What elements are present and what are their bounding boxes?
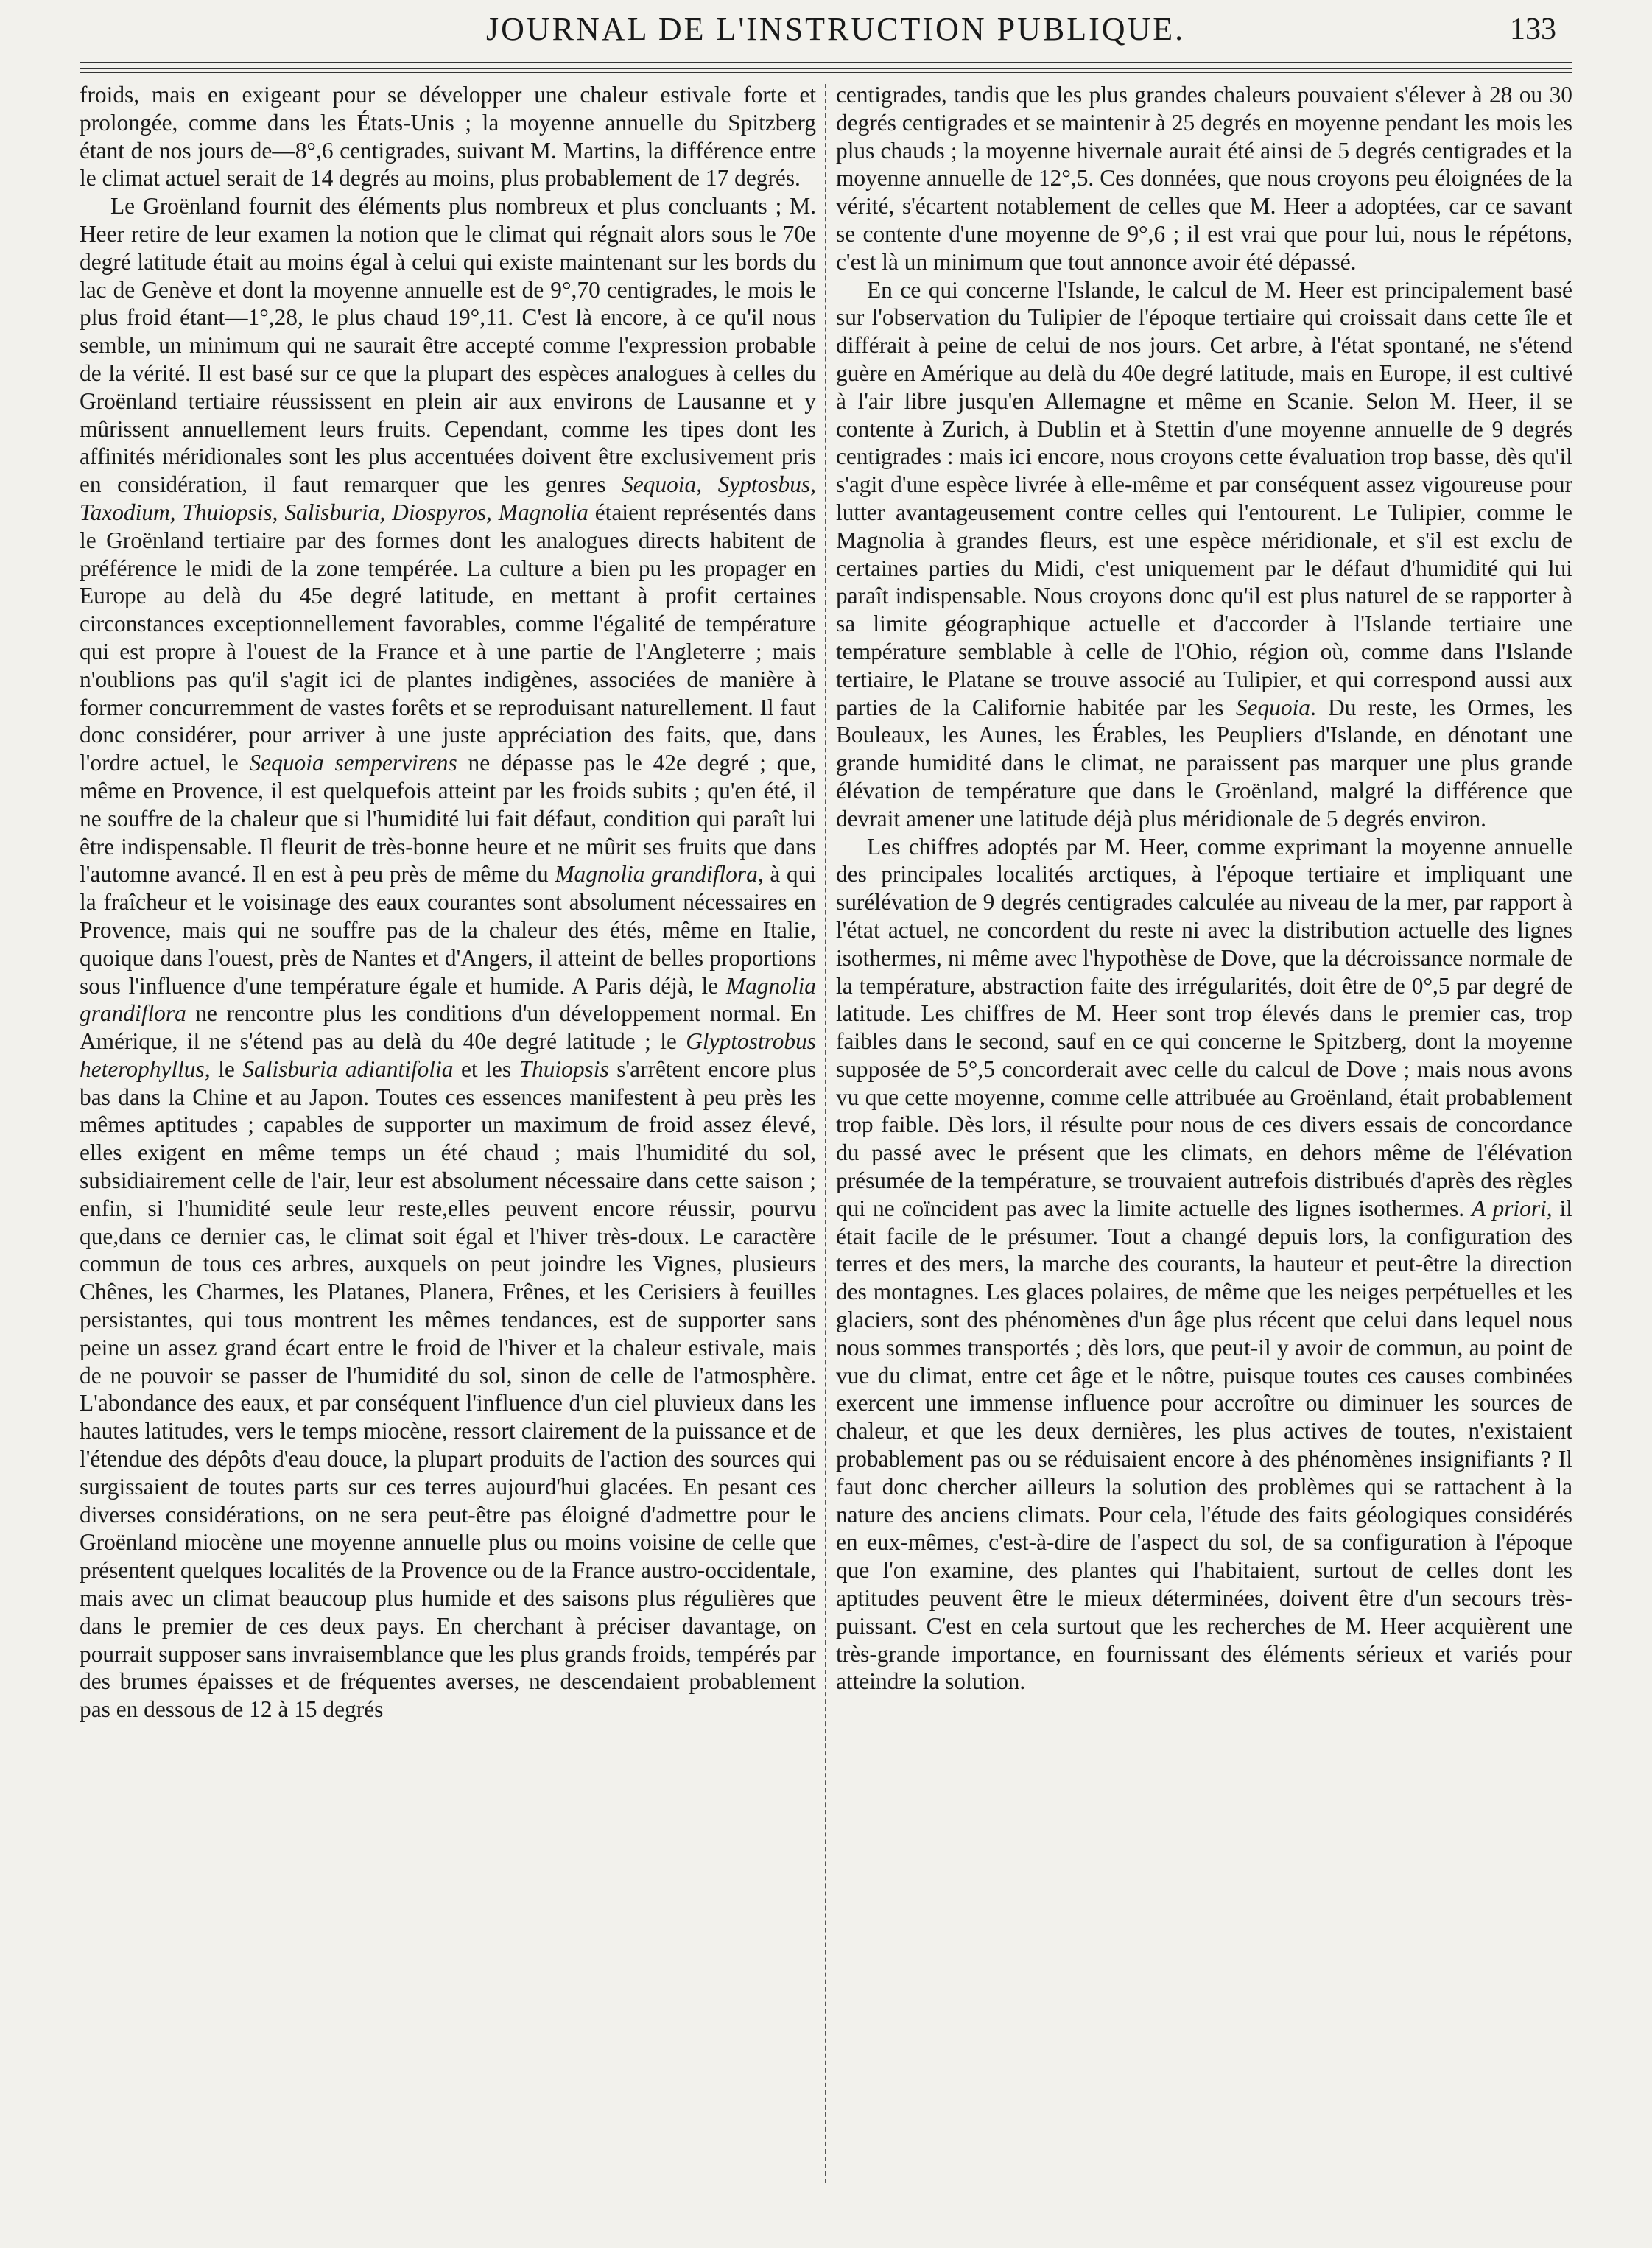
column-divider — [825, 84, 826, 2183]
header-rule-bottom — [80, 72, 1572, 73]
right-column — [836, 81, 1572, 2188]
right-paragraph-2 — [836, 276, 1572, 833]
text-columns — [80, 81, 1572, 2188]
right-paragraph-3-text-a: Les chiffres adoptés par M. Heer, comme exprimant la moyenne annuelle des principales localités arctiques, à l'époque tertiaire et impliquant une surélévation de 9 degrés centigrades calculée au niveau de la mer, par rapport à l'état actuel, ne concordent du reste ni avec la distribution actuelle des lignes isothermes, ni même avec l'hypothèse de Dove, que la décroissance normale de la température, abstraction faite des irrégularités, doit être de 0°,5 par degré de latitude. Les chiffres de M. Heer sont trop élevés dans le premier cas, trop faibles dans le second, sauf en ce qui concerne le Spitzberg, dont la moyenne supposée de 5°,5 concorderait avec celle du calcul de Dove ; mais nous avons vu que cette moyenne, comme celle attribuée au Groënland, était probablement trop faible. Dès lors, il résulte pour nous de ces divers essais de concordance du passé avec le présent que les climats, en dehors même de l'élévation présumée de la température, se trouvaient autrefois distribués d'après des règles qui ne coïncident pas avec la limite actuelle des lignes isothermes. — [836, 833, 1572, 1221]
left-paragraph-2 — [80, 192, 816, 1724]
right-paragraph-2-text-b: . Du reste, les Ormes, les Bouleaux, les Aunes, les Érables, les Peupliers d'Islande, en dénotant une grande humidité dans le climat, ne paraissent pas marquer une plus grande élévation de température que dans le Groënland, malgré la différence que devrait amener une latitude déjà plus méridionale de 5 degrés environ. — [836, 694, 1572, 832]
genera-list: Sequoia, Syptosbus, Taxodium, Thuiopsis, Salisburia, Diospyros, Magnolia — [80, 471, 816, 525]
left-paragraph-2-text-a: Le Groënland fournit des éléments plus nombreux et plus concluants ; M. Heer retire de leur examen la notion que le climat qui régnait alors sous le 70e degré latitude était au moins égal à celui qui existe maintenant sur les bords du lac de Genève et dont la moyenne annuelle est de 9°,70 centigrades, le mois le plus froid étant—1°,28, le plus chaud 19°,11. C'est là encore, à ce qu'il nous semble, un minimum qui ne saurait être accepté comme l'expression probable de la vérité. Il est basé sur ce que la plupart des espèces analogues à celles du Groënland tertiaire réussissent en plein air aux environs de Lausanne et y mûrissent annuellement leurs fruits. Cependant, comme les tipes dont les affinités méridionales sont les plus accentuées doivent être exclusivement pris en considération, il faut remarquer que les genres — [80, 193, 816, 498]
header-rule-middle — [80, 68, 1572, 69]
species-salisburia: Salisburia adiantifolia — [242, 1055, 454, 1082]
running-title: JOURNAL DE L'INSTRUCTION PUBLIQUE. — [486, 11, 1186, 47]
left-paragraph-2-text-g: et les — [453, 1055, 519, 1082]
species-glyptostrobus: Glyptostrobus heterophyllus — [80, 1028, 816, 1082]
left-paragraph-2-text-c: ne dépasse pas le 42e degré ; que, même en Provence, il est quelquefois atteint par les froids subits ; qu'en été, il ne souffre de la chaleur que si l'humidité lui fait défaut, condition qui paraît lui être indispensable. Il fleurit de très-bonne heure et ne mûrit ses fruits que dans l'automne avancé. Il en est à peu près de même du — [80, 750, 816, 888]
right-paragraph-3-text-b: , il était facile de le présumer. Tout a changé depuis lors, la configuration des terres et des mers, la marche des courants, la hauteur et peut-être la direction des montagnes. Les glaces polaires, de même que les neiges perpétuelles et les glaciers, sont des phénomènes d'un âge plus récent que celui dans lequel nous nous sommes transportés ; dès lors, que peut-il y avoir de commun, au point de vue du climat, entre cet âge et le nôtre, puisque toutes ces causes combinées exercent une immense influence pour accroître ou diminuer les sources de chaleur, et que les deux dernières, les plus actives de toutes, n'existaient probablement pas ou se réduisaient encore à des phénomènes insignifiants ? Il faut donc chercher ailleurs la solution des problèmes qui se rattachent à la nature des anciens climats. Pour cela, l'étude des faits géologiques considérés en eux-mêmes, c'est-à-dire de l'aspect du sol, de sa configuration à l'époque que l'on examine, des plantes qui l'habitaient, surtout de celles dont les aptitudes peuvent être le mieux déterminées, doivent être d'un secours très-puissant. C'est en cela surtout que les recherches de M. Heer acquièrent une très-grande importance, en fournissant des éléments sérieux et variés pour atteindre la solution. — [836, 1195, 1572, 1695]
genus-thuiopsis: Thuiopsis — [519, 1055, 609, 1082]
left-paragraph-2-text-e: ne rencontre plus les conditions d'un développement normal. En Amérique, il ne s'étend pas au delà du 40e degré latitude ; le — [80, 1000, 816, 1055]
left-paragraph-2-text-d: , à qui la fraîcheur et le voisinage des eaux courantes sont absolument nécessaires en Provence, mais qui ne souffre pas de la chaleur des étés, même en Italie, quoique dans l'ouest, près de Nantes et d'Angers, il atteint de belles proportions sous l'influence d'une température égale et humide. A Paris déjà, le — [80, 861, 816, 999]
left-paragraph-2-text-f: , le — [204, 1055, 243, 1082]
species-sequoia-sempervirens: Sequoia sempervirens — [249, 750, 457, 776]
left-paragraph-2-text-h: s'arrêtent encore plus bas dans la Chine et au Japon. Toutes ces essences manifestent à peu près les mêmes aptitudes ; capables de supporter un maximum de froid assez élevé, elles exigent en même temps un été chaud ; mais l'humidité du sol, subsidiairement celle de l'air, leur est absolument nécessaire dans cette saison ; enfin, si l'humidité seule leur reste,elles peuvent encore réussir, pourvu que,dans ce dernier cas, le climat soit égal et l'hiver très-doux. Le caractère commun de tous ces arbres, auxquels on peut joindre les Vignes, plusieurs Chênes, les Charmes, les Platanes, Planera, Frênes, et les Cerisiers à feuilles persistantes, qui tous montrent les mêmes tendances, est de supporter sans peine un assez grand écart entre le froid de l'hiver et la chaleur estivale, mais de ne pouvoir se passer de l'humidité du sol, sinon de celle de l'atmosphère. L'abondance des eaux, et par conséquent l'influence d'un ciel pluvieux dans les hautes latitudes, vers le temps miocène, ressort clairement de la puissance et de l'étendue des dépôts d'eau douce, la plupart produits de l'action des sources qui surgissaient de toutes parts sur ces terres aujourd'hui glacées. En pesant ces diverses considérations, on ne sera peut-être pas éloigné d'admettre pour le Groënland miocène une moyenne annuelle plus ou moins voisine de celle que présentent quelques localités de la Provence ou de la France austro-occidentale, mais avec un climat beaucoup plus humide et des saisons plus régulières que dans le premier de ces deux pays. En cherchant à préciser davantage, on pourrait supposer sans invraisemblance que les plus grands froids, tempérés par des brumes épaisses et de fréquentes averses, ne descendaient probablement pas en dessous de 12 à 15 degrés — [80, 1055, 816, 1723]
left-paragraph-1: froids, mais en exigeant pour se développer une chaleur estivale forte et prolongée, comme dans les États-Unis ; la moyenne annuelle du Spitzberg étant de nos jours de—8°,6 centigrades, suivant M. Martins, la différence entre le climat actuel serait de 14 degrés au moins, plus probablement de 17 degrés. — [80, 82, 816, 192]
species-magnolia-grandiflora-2: Magnolia grandiflora — [80, 972, 816, 1027]
right-paragraph-2-text-a: En ce qui concerne l'Islande, le calcul de M. Heer est principalement basé sur l'observation du Tulipier de l'époque tertiaire qui croissait dans cette île et différait à peine de celui de nos jours. Cet arbre, à l'état spontané, ne s'étend guère en Amérique au delà du 40e degré latitude, mais en Europe, il est cultivé à l'air libre jusqu'en Allemagne et même en Scanie. Selon M. Heer, il se contente à Zurich, à Dublin et à Stettin d'une moyenne annuelle de 9 degrés centigrades : mais ici encore, nous croyons cette évaluation trop basse, dès qu'il s'agit d'une espèce livrée à elle-même et par conséquent assez vigoureuse pour lutter avantageusement contre celles qui l'entourent. Le Tulipier, comme le Magnolia à grandes fleurs, est une espèce méridionale, et s'il est exclu de certaines parties du Midi, c'est uniquement par le défaut d'humidité qui lui paraît indispensable. Nous croyons donc qu'il est plus naturel de se rapporter à sa limite géographique actuelle et d'accorder à l'Islande tertiaire une température semblable à celle de l'Ohio, région où, comme dans l'Islande tertiaire, le Platane se trouve associé au Tulipier, et qui correspond aussi aux parties de la Californie habitée par les — [836, 276, 1572, 720]
page-number: 133 — [1510, 13, 1556, 46]
right-paragraph-3 — [836, 833, 1572, 1696]
page-header — [0, 0, 1652, 70]
right-paragraph-1: centigrades, tandis que les plus grandes chaleurs pouvaient s'élever à 28 ou 30 degrés centigrades et se maintenir à 25 degrés en moyenne pendant les mois les plus chauds ; la moyenne hivernale aurait été ainsi de 5 degrés centigrades et la moyenne annuelle de 12°,5. Ces données, que nous croyons peu éloignées de la vérité, s'écartent notablement de celles que M. Heer a adoptées, car ce savant se contente d'une moyenne de 9°,6 ; il est vrai que pour lui, nous le répétons, c'est là un minimum que tout annonce avoir été dépassé. — [836, 82, 1572, 275]
header-rule-top — [80, 62, 1572, 63]
genus-sequoia: Sequoia — [1235, 694, 1310, 720]
a-priori: A priori — [1472, 1195, 1547, 1221]
left-column — [80, 81, 816, 2188]
left-paragraph-2-text-b: étaient représentés dans le Groënland tertiaire par des formes dont les analogues directs habitent de préférence le midi de la zone tempérée. La culture a bien pu les propager en Europe au delà du 45e degré latitude, en mettant à profit certaines circonstances exceptionnellement favorables, comme l'égalité de température qui est propre à l'ouest de la France et à une partie de l'Angleterre ; mais n'oublions pas qu'il s'agit ici de plantes indigènes, associées de manière à former concurremment de vastes forêts et se reproduisant naturellement. Il faut donc considérer, pour arriver à une juste appréciation des faits, que, dans l'ordre actuel, le — [80, 499, 816, 776]
species-magnolia-grandiflora-1: Magnolia grandiflora — [555, 861, 758, 888]
